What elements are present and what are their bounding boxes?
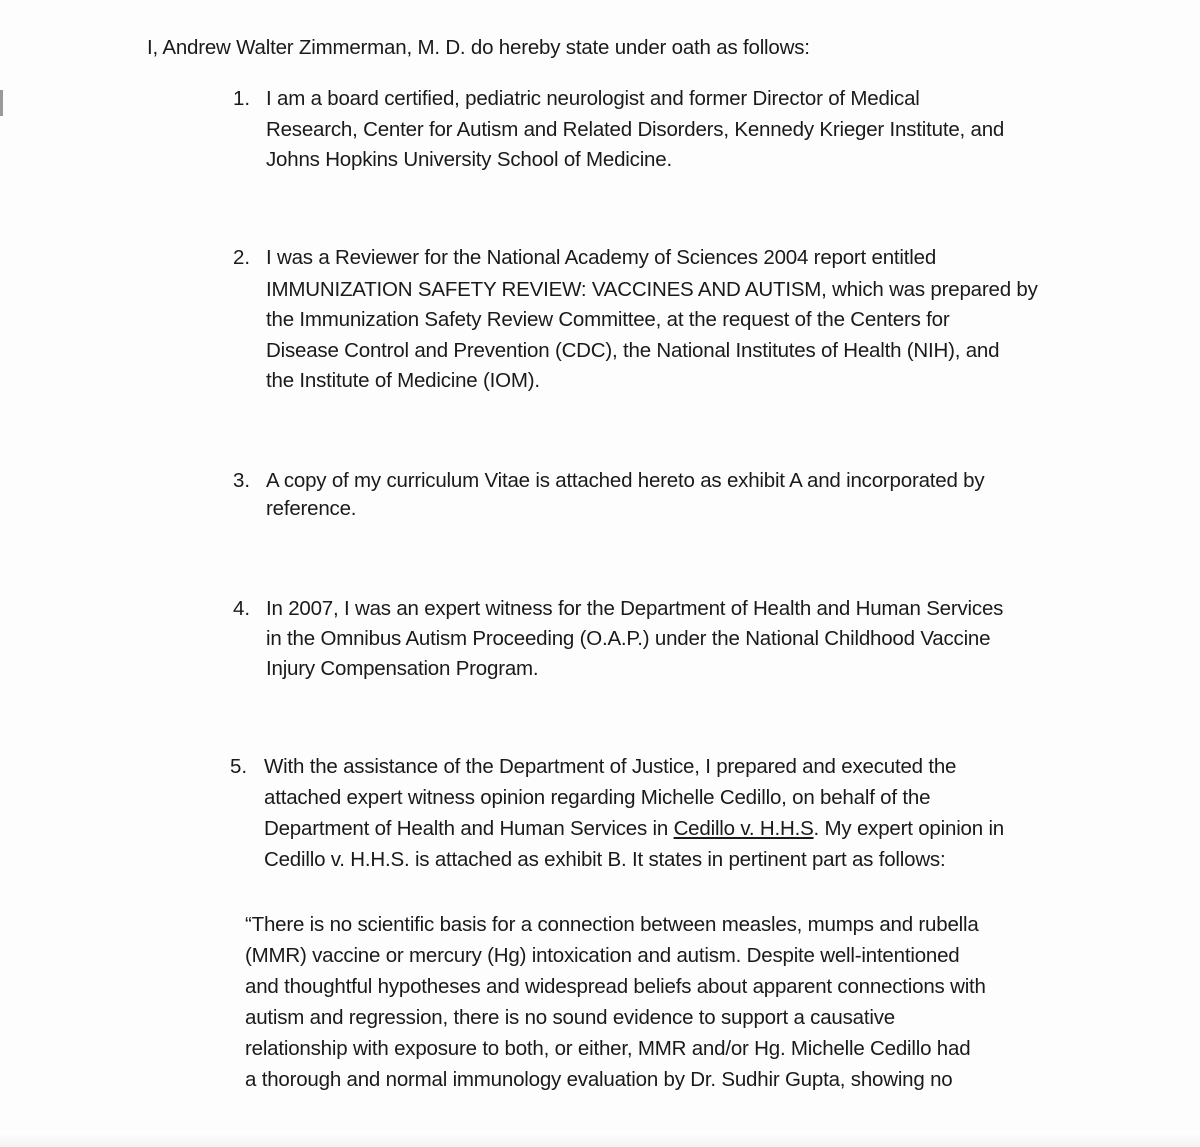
item-4-number: 4.	[233, 597, 251, 620]
item-5-line-2: attached expert witness opinion regarding Michelle Cedillo, on behalf of the	[264, 786, 931, 809]
item-5-number: 5.	[230, 755, 248, 778]
item-2-line-1: I was a Reviewer for the National Academy of Sciences 2004 report entitled	[266, 246, 937, 269]
item-4-line-1: In 2007, I was an expert witness for the Department of Health and Human Services	[266, 597, 1004, 620]
item-1-number: 1.	[233, 87, 251, 110]
quote-line-3: and thoughtful hypotheses and widespread beliefs about apparent connections with	[245, 975, 986, 998]
intro-line: I, Andrew Walter Zimmerman, M. D. do hereby state under oath as follows:	[147, 36, 810, 59]
item-3-number: 3.	[233, 469, 251, 492]
item-1-line-2: Research, Center for Autism and Related Disorders, Kennedy Krieger Institute, and	[266, 118, 1005, 141]
item-2-line-2: IMMUNIZATION SAFETY REVIEW: VACCINES AND AUTISM, which was prepared by	[266, 278, 1038, 301]
item-3-line-1: A copy of my curriculum Vitae is attached hereto as exhibit A and incorporated by	[266, 469, 985, 492]
item-1-line-1: I am a board certified, pediatric neurologist and former Director of Medical	[266, 87, 920, 110]
item-4-line-2: in the Omnibus Autism Proceeding (O.A.P.) under the National Childhood Vaccine	[266, 627, 991, 650]
case-name-underlined: Cedillo v. H.H.S	[673, 817, 814, 840]
item-5-line-3-start: Department of Health and Human Services in	[264, 817, 674, 840]
item-2-line-5: the Institute of Medicine (IOM).	[266, 369, 540, 392]
item-5-line-4: Cedillo v. H.H.S. is attached as exhibit B. It states in pertinent part as follows:	[264, 848, 946, 871]
item-5-line-3	[264, 814, 1004, 844]
quote-line-4: autism and regression, there is no sound evidence to support a causative	[245, 1006, 895, 1029]
item-2-line-4: Disease Control and Prevention (CDC), the National Institutes of Health (NIH), and	[266, 339, 1000, 362]
item-2-line-3: the Immunization Safety Review Committee, at the request of the Centers for	[266, 308, 950, 331]
quote-line-5: relationship with exposure to both, or either, MMR and/or Hg. Michelle Cedillo had	[245, 1037, 971, 1060]
scan-edge-mark	[0, 90, 3, 116]
item-5-line-1: With the assistance of the Department of Justice, I prepared and executed the	[264, 755, 957, 778]
quote-line-6: a thorough and normal immunology evaluation by Dr. Sudhir Gupta, showing no	[245, 1068, 953, 1091]
item-1-line-3: Johns Hopkins University School of Medicine.	[266, 148, 672, 171]
item-4-line-3: Injury Compensation Program.	[266, 657, 539, 680]
quote-line-1: “There is no scientific basis for a connection between measles, mumps and rubella	[245, 913, 979, 936]
item-2-number: 2.	[233, 246, 251, 269]
item-3-line-2: reference.	[266, 497, 357, 520]
quote-line-2: (MMR) vaccine or mercury (Hg) intoxication and autism. Despite well-intentioned	[245, 944, 960, 967]
page-bottom-edge	[0, 1131, 1200, 1147]
item-5-line-3-end: . My expert opinion in	[813, 817, 1004, 840]
